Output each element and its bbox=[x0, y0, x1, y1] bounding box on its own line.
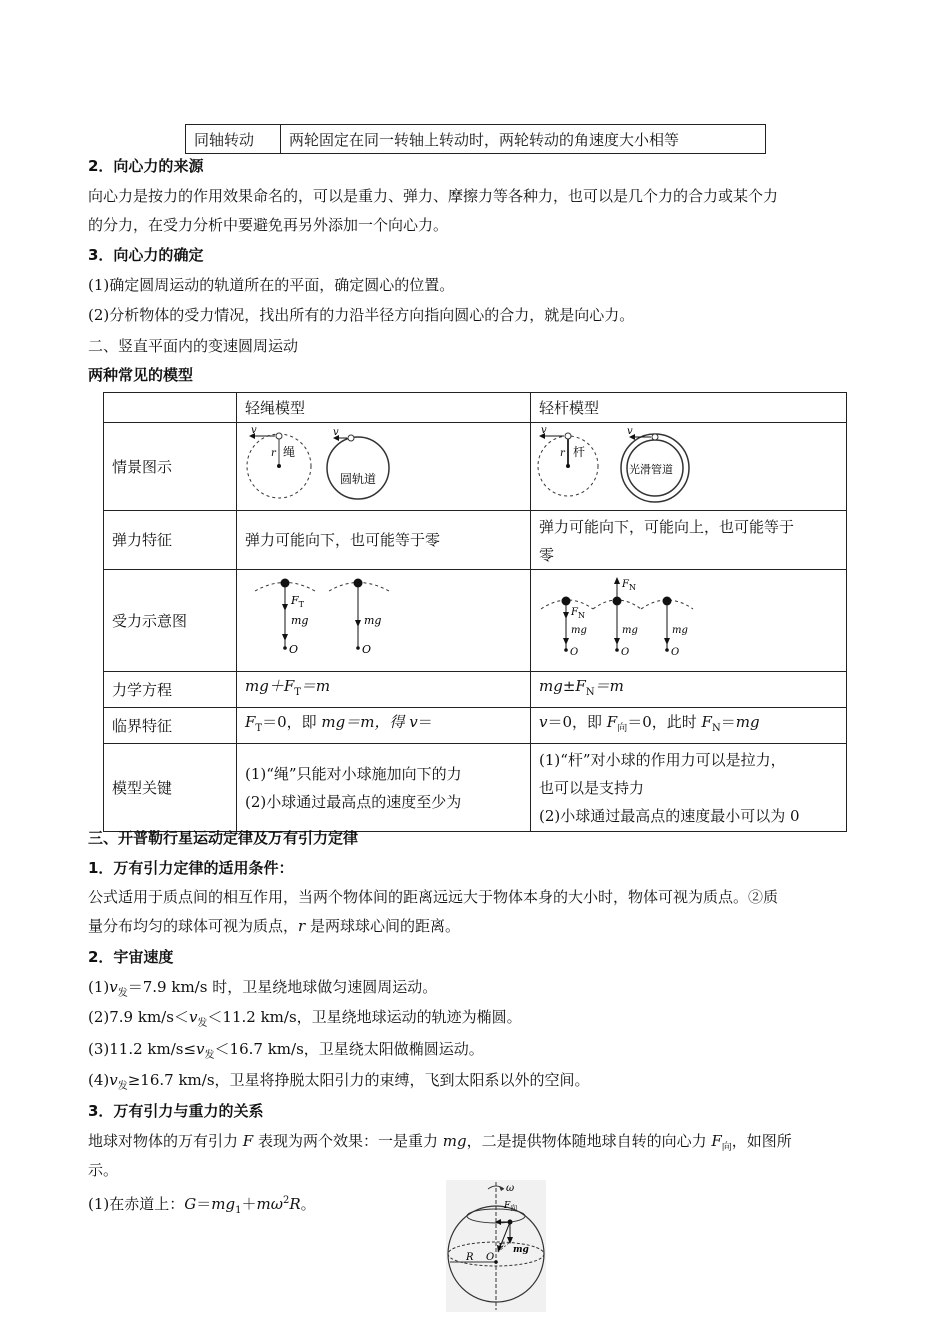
earth-o-label: O bbox=[486, 1252, 495, 1263]
rope-mg-label: mg bbox=[291, 613, 309, 627]
key-rod bbox=[531, 744, 847, 832]
g3-equator-eq: (1)在赤道上：$G=mg_1+m\omega^2R$。 bbox=[88, 1195, 316, 1216]
rod-mg-label: mg bbox=[571, 624, 587, 636]
coaxial-label: 同轴转动 bbox=[186, 125, 281, 154]
earth-f-label: F bbox=[498, 1243, 505, 1253]
g2-item4: $(4)v_发\ge 16.7$ km/s，卫星将挣脱太阳引力的束缚，飞到太阳系以外的空间。 bbox=[88, 1071, 590, 1092]
elastic-rod-line1: 弹力可能向下，可能向上，也可能等于 bbox=[539, 518, 795, 536]
row-critical-label: 临界特征 bbox=[104, 708, 237, 744]
rope-mg2-label: mg bbox=[364, 613, 382, 627]
rod-o-label: O bbox=[570, 646, 579, 658]
header-rope: 轻绳模型 bbox=[237, 393, 531, 423]
s2-line1: 向心力是按力的作用效果命名的，可以是重力、弹力、摩擦力等各种力，也可以是几个力的合力或某个力 bbox=[88, 187, 779, 205]
rope-ft-label: $F_T$ bbox=[291, 593, 304, 609]
key-rope-1: (1)“绳”只能对小球施加向下的力 bbox=[245, 764, 462, 783]
row-key-label: 模型关键 bbox=[104, 744, 237, 832]
rod-fn-label: $F_N$ bbox=[571, 606, 585, 620]
header-empty bbox=[104, 393, 237, 423]
key-rod-2: 也可以是支持力 bbox=[539, 778, 645, 797]
track-v-label: v bbox=[333, 426, 339, 438]
row-elastic-label: 弹力特征 bbox=[104, 511, 237, 570]
earth-rotation-figure bbox=[446, 1180, 546, 1312]
s3-item1: (1)确定圆周运动的轨道所在的平面，确定圆心的位置。 bbox=[88, 276, 455, 294]
rod-scene-figure bbox=[531, 423, 847, 511]
rope-force-svg bbox=[237, 571, 530, 671]
eq-rope: $mg+F_T=m$ bbox=[237, 672, 531, 708]
coaxial-table bbox=[185, 124, 766, 154]
rod-o3-label: O bbox=[671, 646, 680, 658]
rope-scene-figure bbox=[237, 423, 531, 511]
earth-svg bbox=[446, 1180, 546, 1312]
rope-v-label: v bbox=[251, 424, 257, 436]
earth-omega-label: ω bbox=[506, 1183, 515, 1194]
track-label: 圆轨道 bbox=[340, 471, 377, 486]
rod-v-label: v bbox=[541, 424, 547, 436]
pipe-v-label: v bbox=[627, 425, 633, 437]
part-3-title: 三、开普勒行星运动定律及万有引力定律 bbox=[88, 829, 359, 847]
gravity-1-title: 1．万有引力定律的适用条件： bbox=[88, 859, 294, 877]
g2-item3: (3)11.2 $km/s\le v_发<16.7$ km/s，卫星绕太阳做椭圆运动。 bbox=[88, 1040, 484, 1061]
elastic-rod bbox=[531, 511, 847, 570]
g1-line2: 量分布均匀的球体可视为质点，r 是两球球心间的距离。 bbox=[88, 917, 460, 935]
models-table bbox=[103, 392, 847, 832]
rod-label: 杆 bbox=[573, 444, 586, 459]
critical-rope: $F_T=0$，即 mg＝m，得 v＝ bbox=[237, 708, 531, 744]
eq-rod: $mg\pm F_N=m$ bbox=[531, 672, 847, 708]
earth-fxiang-label: $F_向$ bbox=[504, 1201, 518, 1212]
elastic-rope: 弹力可能向下，也可能等于零 bbox=[237, 511, 531, 570]
s3-item2: (2)分析物体的受力情况，找出所有的力沿半径方向指向圆心的合力，就是向心力。 bbox=[88, 306, 635, 324]
rope-r-label: r bbox=[271, 447, 276, 459]
key-rope-2: (2)小球通过最高点的速度至少为 bbox=[245, 792, 462, 811]
rod-fn-up-label: $F_N$ bbox=[622, 578, 636, 592]
rod-mg2-label: mg bbox=[622, 624, 638, 636]
rope-label: 绳 bbox=[283, 444, 296, 459]
g3-line2: 示。 bbox=[88, 1161, 119, 1179]
g3-line1: 地球对物体的万有引力 F 表现为两个效果：一是重力 mg，二是提供物体随地球自转的向心力 $F_向$，如图所 bbox=[88, 1132, 792, 1153]
key-rope bbox=[237, 744, 531, 832]
key-rod-1: (1)“杆”对小球的作用力可以是拉力， bbox=[539, 750, 786, 769]
row-force-label: 受力示意图 bbox=[104, 570, 237, 672]
g1-line1: 公式适用于质点间的相互作用，当两个物体间的距离远远大于物体本身的大小时，物体可视为质点。②质 bbox=[88, 888, 779, 906]
rod-o2-label: O bbox=[621, 646, 630, 658]
rope-scene-svg bbox=[237, 424, 530, 510]
row-eq-label: 力学方程 bbox=[104, 672, 237, 708]
section-2-title: 2．向心力的来源 bbox=[88, 157, 204, 175]
rod-r-label: r bbox=[560, 447, 565, 459]
models-title: 两种常见的模型 bbox=[88, 366, 194, 384]
rod-scene-svg bbox=[531, 424, 845, 510]
row-scene-label: 情景图示 bbox=[104, 423, 237, 511]
earth-mg-label: mg bbox=[513, 1245, 529, 1255]
pipe-label: 光滑管道 bbox=[629, 462, 673, 476]
coaxial-desc: 两轮固定在同一转轴上转动时，两轮转动的角速度大小相等 bbox=[281, 125, 766, 154]
header-rod: 轻杆模型 bbox=[531, 393, 847, 423]
gravity-3-title: 3．万有引力与重力的关系 bbox=[88, 1102, 264, 1120]
section-3-title: 3．向心力的确定 bbox=[88, 246, 204, 264]
rod-mg3-label: mg bbox=[672, 624, 688, 636]
rope-o-label: O bbox=[289, 642, 299, 656]
rod-force-svg bbox=[531, 571, 845, 671]
rod-force-figure bbox=[531, 570, 847, 672]
key-rod-3: (2)小球通过最高点的速度最小可以为 0 bbox=[539, 806, 800, 825]
critical-rod: v＝0，即 $F_向=0$，此时 $F_N=mg$ bbox=[531, 708, 847, 744]
g2-item2: (2)7.9 $km/s<v_发<11.2$ km/s，卫星绕地球运动的轨迹为椭圆。 bbox=[88, 1008, 522, 1029]
g2-item1: $(1)v_发=7.9$ km/s 时，卫星绕地球做匀速圆周运动。 bbox=[88, 978, 438, 999]
elastic-rod-line2: 零 bbox=[539, 546, 555, 564]
rope-force-figure bbox=[237, 570, 531, 672]
rope-o2-label: O bbox=[362, 642, 372, 656]
earth-r-label: R bbox=[466, 1252, 474, 1263]
gravity-2-title: 2．宇宙速度 bbox=[88, 948, 174, 966]
part-2-title: 二、竖直平面内的变速圆周运动 bbox=[88, 337, 299, 355]
s2-line2: 的分力，在受力分析中要避免再另外添加一个向心力。 bbox=[88, 216, 449, 234]
